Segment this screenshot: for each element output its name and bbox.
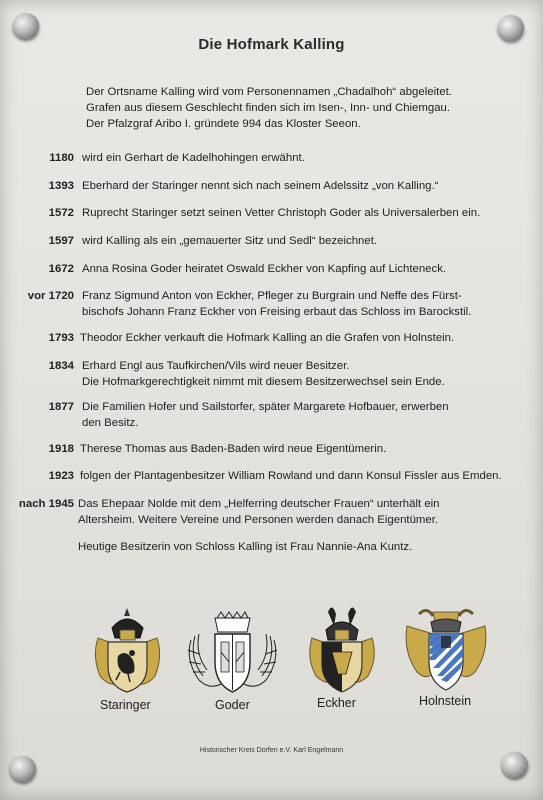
entry-year: 1918: [48, 443, 74, 455]
entry-text: Altersheim. Weitere Vereine und Personen werden danach Eigentümer.: [78, 513, 439, 526]
entry-text: Therese Thomas aus Baden-Baden wird neue Eigentümerin.: [80, 443, 387, 455]
entry-year: 1393: [48, 180, 74, 192]
entry-text: bischofs Johann Franz Eckher von Freising erbaut das Schloss im Barockstil.: [82, 305, 472, 318]
intro-line: Grafen aus diesem Geschlecht finden sich im Isen-, Inn- und Chiemgau.: [86, 102, 451, 114]
crest-label-goder: Goder: [215, 698, 250, 712]
entry-year: vor 1720: [27, 290, 74, 302]
staringer-crest-icon: [90, 606, 165, 696]
entry-text: Ruprecht Staringer setzt seinen Vetter Christoph Goder als Universalerben ein.: [82, 207, 481, 219]
entry-year: 1572: [48, 207, 74, 219]
entry-text: Theodor Eckher verkauft die Hofmark Kalling an die Grafen von Holnstein.: [80, 332, 455, 344]
crest-label-holnstein: Holnstein: [419, 694, 472, 708]
crest-label-eckher: Eckher: [317, 696, 356, 710]
closing-line: Heutige Besitzerin von Schloss Kalling ist Frau Nannie-Ana Kuntz.: [78, 541, 413, 553]
screw-bottom-left-icon: [10, 756, 36, 782]
entry-year: 1180: [49, 152, 74, 164]
footer-credit: Historischer Kreis Dorfen e.V. Karl Engelmann: [199, 747, 344, 754]
crest-label-staringer: Staringer: [100, 698, 151, 712]
entry-text: wird Kalling als ein „gemauerter Sitz und Sedl“ bezeichnet.: [82, 235, 378, 247]
goder-crest-icon: [185, 610, 280, 696]
entry-text: Eberhard der Staringer nennt sich nach seinem Adelssitz „von Kalling.“: [82, 180, 439, 192]
entry-text: Die Familien Hofer und Sailstorfer, später Margarete Hofbauer, erwerben: [82, 401, 449, 413]
holnstein-crest-icon: [403, 606, 489, 692]
intro-text: [86, 84, 506, 132]
entry-text: Erhard Engl aus Taufkirchen/Vils wird neuer Besitzer.: [82, 360, 350, 372]
intro-line: Der Pfalzgraf Aribo I. gründete 994 das Kloster Seeon.: [86, 118, 361, 130]
entry-year: nach 1945: [18, 498, 74, 510]
screw-bottom-right-icon: [502, 752, 528, 778]
entry-text: Anna Rosina Goder heiratet Oswald Eckher von Kapfing auf Lichteneck.: [82, 263, 447, 275]
entry-text: wird ein Gerhart de Kadelhohingen erwähnt.: [82, 152, 305, 164]
entry-year: 1877: [48, 401, 74, 413]
entry-year: 1597: [48, 235, 74, 247]
entry-text: den Besitz.: [82, 416, 139, 429]
entry-year: 1834: [48, 360, 74, 372]
intro-line: Der Ortsname Kalling wird vom Personennamen „Chadalhoh“ abgeleitet.: [86, 86, 452, 98]
entry-year: 1672: [48, 263, 74, 275]
entry-text: Das Ehepaar Nolde mit dem „Helferring deutscher Frauen“ unterhält ein: [78, 498, 440, 510]
entry-text: Die Hofmarkgerechtigkeit nimmt mit diesem Besitzerwechsel sein Ende.: [82, 375, 445, 388]
entry-text: Franz Sigmund Anton von Eckher, Pfleger zu Burgrain und Neffe des Fürst-: [82, 290, 462, 302]
entry-text: folgen der Plantagenbesitzer William Rowland und dann Konsul Fissler aus Emden.: [80, 470, 502, 482]
entry-year: 1923: [48, 470, 74, 482]
entry-year: 1793: [48, 332, 74, 344]
eckher-crest-icon: [306, 602, 378, 694]
page-title: Die Hofmark Kalling: [198, 36, 345, 53]
